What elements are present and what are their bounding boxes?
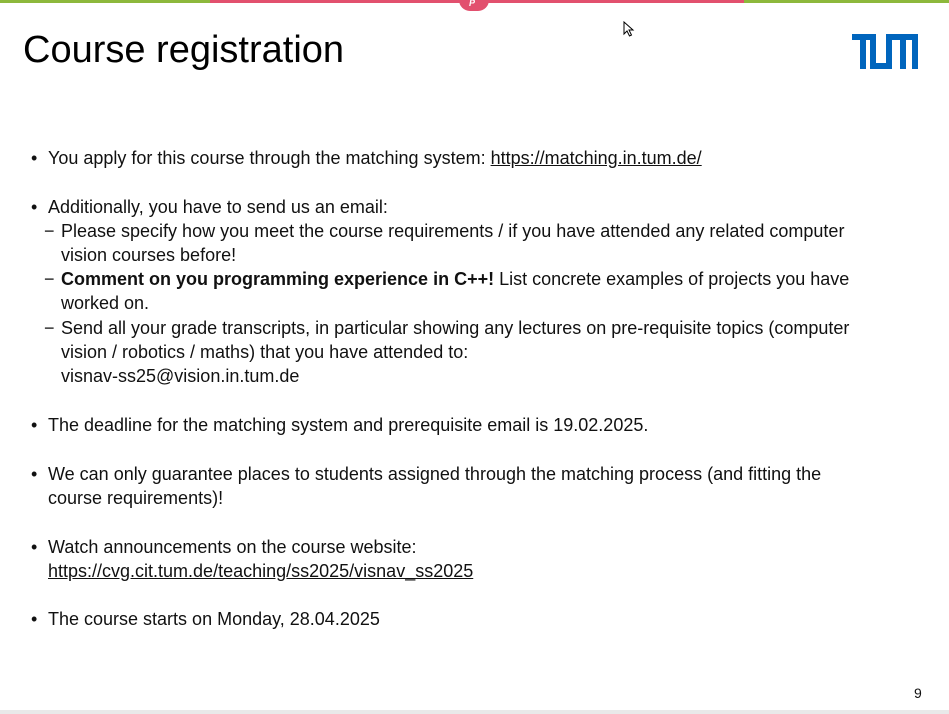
bullet-glyph: • (31, 415, 38, 435)
bullet-glyph: • (31, 197, 38, 217)
guarantee-line1: We can only guarantee places to students assigned through the matching process (and fitting the (48, 464, 822, 484)
guarantee-line2: course requirements)! (48, 488, 224, 508)
matching-link[interactable]: https://matching.in.tum.de/ (490, 148, 702, 168)
matching-line (48, 146, 702, 170)
email-address: visnav-ss25@vision.in.tum.de (61, 366, 300, 386)
slide-title: Course registration (23, 29, 345, 71)
sub2-bold-text: Comment on you programming experience in C++! (61, 269, 495, 289)
dash-glyph: − (44, 269, 55, 289)
sub3-line2: vision / robotics / maths) that you have attended to: (61, 342, 469, 362)
dash-glyph: − (44, 221, 55, 241)
dash-glyph: − (44, 318, 55, 338)
bullet-glyph: • (31, 609, 38, 629)
recorder-badge-icon: P (469, 0, 476, 8)
sub3-line1: Send all your grade transcripts, in particular showing any lectures on pre-requisite topics (computer (61, 318, 850, 338)
sub2-line2: worked on. (61, 293, 150, 313)
course-website-link[interactable]: https://cvg.cit.tum.de/teaching/ss2025/visnav_ss2025 (48, 561, 474, 581)
deadline-line: The deadline for the matching system and prerequisite email is 19.02.2025. (48, 415, 649, 435)
bullet-glyph: • (31, 537, 38, 557)
sub1-line1: Please specify how you meet the course requirements / if you have attended any related computer (61, 221, 845, 241)
bullet-glyph: • (31, 464, 38, 484)
sub1-line2: vision courses before! (61, 245, 237, 265)
course-start-line: The course starts on Monday, 28.04.2025 (48, 609, 380, 629)
sub2-line1 (61, 267, 849, 291)
bullet-glyph: • (31, 148, 38, 168)
sub2-rest-text: List concrete examples of projects you have (494, 269, 850, 289)
bottom-bar (0, 710, 949, 714)
matching-text: You apply for this course through the matching system: (48, 148, 491, 168)
watch-link-line (48, 559, 473, 583)
watch-line1: Watch announcements on the course website: (48, 537, 417, 557)
email-intro: Additionally, you have to send us an email: (48, 197, 388, 217)
page-number: 9 (914, 685, 922, 701)
